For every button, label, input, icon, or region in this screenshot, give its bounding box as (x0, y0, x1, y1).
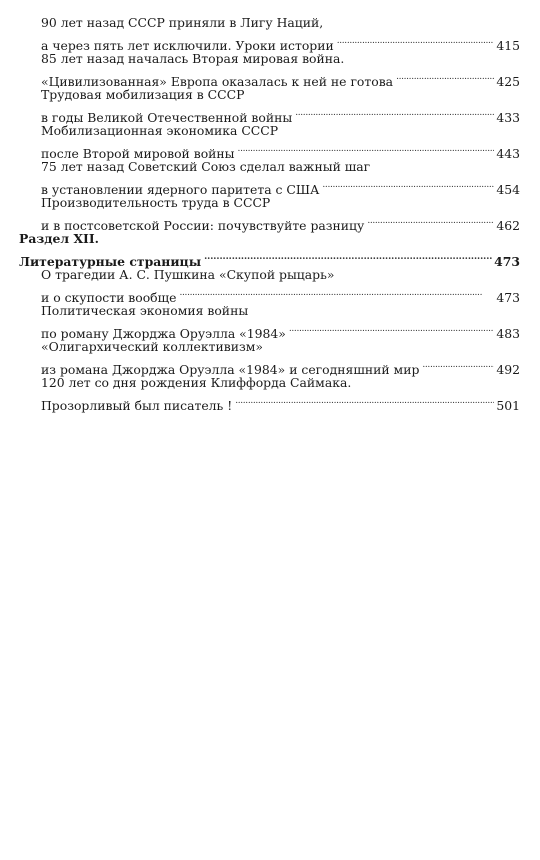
toc-entry-title-line1: Производительность труда в СССР (41, 195, 271, 210)
toc-entry-title-line2: и о скупости вообще (41, 290, 177, 305)
toc-entry[interactable] (19, 86, 520, 125)
toc-entry-title-line2: а через пять лет исключили. Уроки истории (41, 38, 334, 53)
toc-entry-page-number: 425 (496, 74, 520, 89)
toc-entry-title-line1: 90 лет назад СССР приняли в Лигу Наций, (41, 15, 324, 30)
toc-entry-title-line2: Прозорливый был писатель ! (41, 398, 233, 413)
toc-entry-title-line1: Трудовая мобилизация в СССР (41, 87, 245, 102)
toc-entry-page-number: 483 (496, 326, 520, 341)
toc-entry-title-line1: О трагедии А. С. Пушкина «Скупой рыцарь» (41, 267, 335, 282)
toc-entry-page-number: 492 (496, 362, 520, 377)
dot-leader (322, 176, 494, 194)
toc-entry-title-line2: в установлении ядерного паритета с США (41, 182, 320, 197)
toc-entry-title-line2: и в постсоветской России: почувствуйте разницу (41, 218, 365, 233)
toc-entry[interactable] (19, 374, 520, 413)
toc-entry-title-line1: 85 лет назад началась Вторая мировая война. (41, 51, 345, 66)
section-page-number: 473 (494, 254, 520, 269)
section-title: Литературные страницы (19, 254, 202, 269)
toc-entry[interactable] (19, 50, 520, 89)
toc-entry[interactable] (19, 194, 520, 233)
toc-entry[interactable] (19, 266, 520, 305)
dot-leader (295, 104, 494, 122)
toc-entry-page-number: 443 (496, 146, 520, 161)
toc-entry[interactable] (19, 338, 520, 377)
toc-entry-title-line1: Политическая экономия войны (41, 303, 249, 318)
toc-entry-page-number: 501 (496, 398, 520, 413)
dot-leader (422, 356, 494, 374)
toc-entry-title-line2: в годы Великой Отечественной войны (41, 110, 293, 125)
toc-entry[interactable] (19, 14, 520, 53)
toc-entry-page-number: 473 (496, 290, 520, 305)
toc-entry-page-number: 454 (496, 182, 520, 197)
dot-leader (337, 32, 495, 50)
toc-entry-page-number: 415 (496, 38, 520, 53)
toc-entry-title-line2: из романа Джорджа Оруэлла «1984» и сегодняшний мир (41, 362, 420, 377)
toc-entry[interactable] (19, 122, 520, 161)
dot-leader (180, 284, 495, 302)
dot-leader (367, 212, 494, 230)
section-label: Раздел XII. (19, 231, 99, 246)
toc-entry-title-line2: после Второй мировой войны (41, 146, 235, 161)
toc-entry[interactable] (19, 158, 520, 197)
dot-leader (396, 68, 494, 86)
toc-entry-title-line1: Мобилизационная экономика СССР (41, 123, 279, 138)
dot-leader (204, 248, 492, 266)
toc-entry-title-line2: «Цивилизованная» Европа оказалась к ней не готова (41, 74, 394, 89)
toc-section[interactable] (19, 230, 520, 269)
toc-entry[interactable] (19, 302, 520, 341)
toc-entry-title-line1: «Олигархический коллективизм» (41, 339, 263, 354)
toc-entry-page-number: 433 (496, 110, 520, 125)
toc-entry-page-number: 462 (496, 218, 520, 233)
toc-entry-title-line2: по роману Джорджа Оруэлла «1984» (41, 326, 286, 341)
toc-page (0, 0, 540, 413)
dot-leader (238, 140, 495, 158)
toc-entry-title-line1: 75 лет назад Советский Союз сделал важный шаг (41, 159, 371, 174)
dot-leader (289, 320, 494, 338)
dot-leader (235, 392, 494, 410)
toc-entry-title-line1: 120 лет со дня рождения Клиффорда Саймака. (41, 375, 352, 390)
